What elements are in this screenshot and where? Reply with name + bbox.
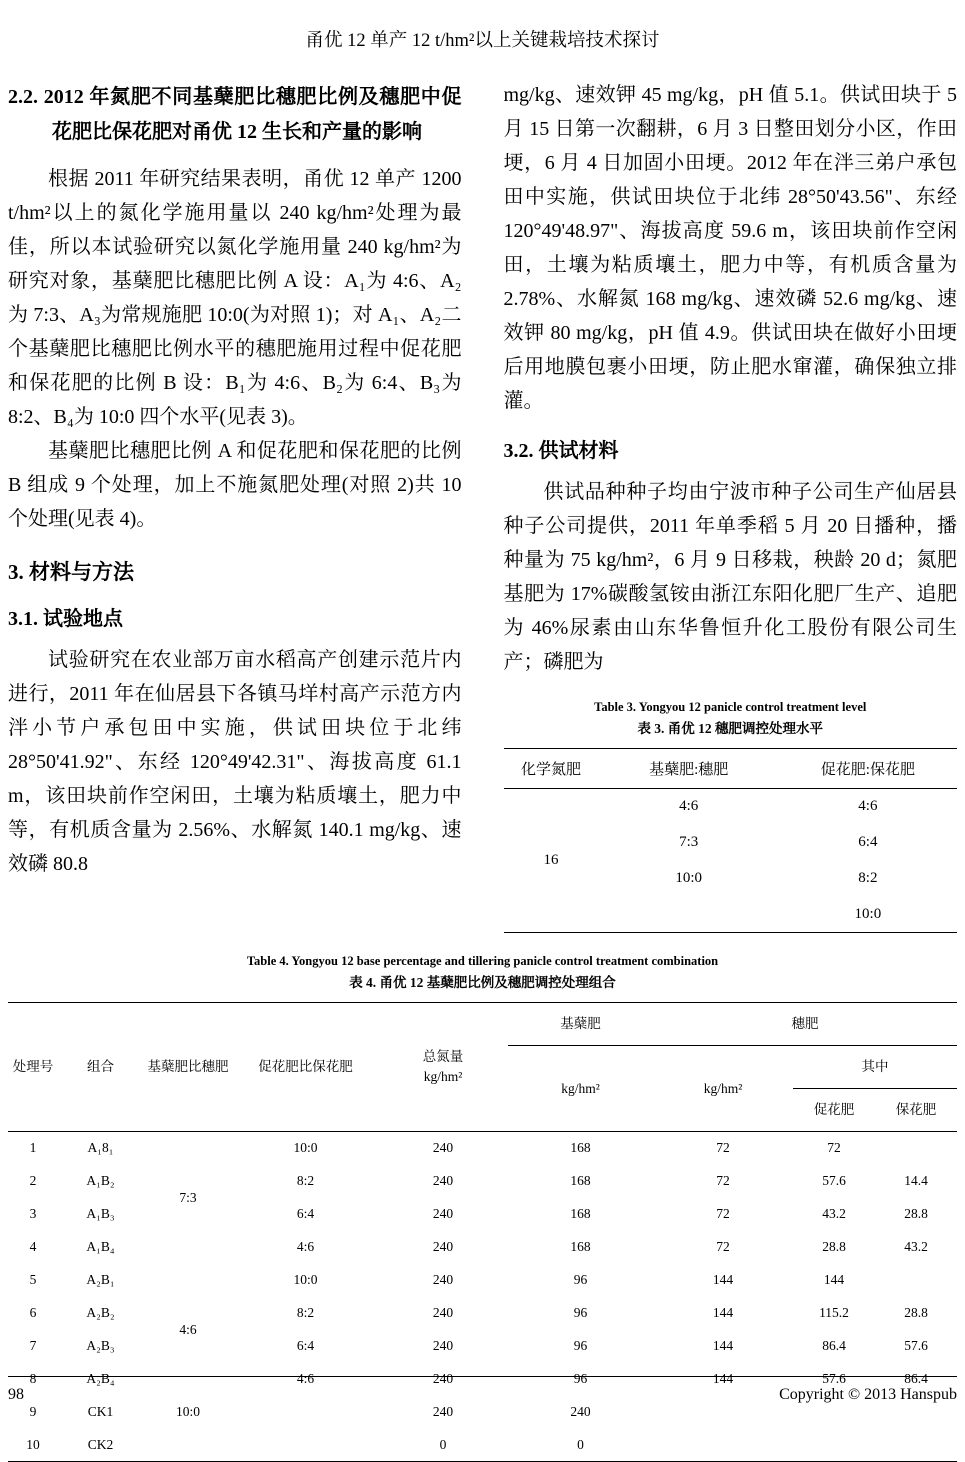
table4-caption (8, 951, 957, 994)
col-header-treatment-no: 处理号 (8, 1003, 58, 1132)
table3-caption (504, 697, 958, 740)
cell-baohua-amount: 28.8 (904, 1206, 928, 1221)
cell-baohua-amount: 28.8 (904, 1305, 928, 1320)
cell-base-amount: 168 (570, 1239, 591, 1254)
cell-panicle-amount: 72 (716, 1239, 730, 1254)
cell-ratio-cuhua-baohua: 4:6 (296, 1371, 315, 1386)
paragraph-3-2: 供试品种种子均由宁波市种子公司生产仙居县种子公司提供，2011 年单季稻 5 月 20 日播种，播种量为 75 kg/hm²，6 月 9 日移栽，秧龄 20 d；氮肥基肥为 17%碳酸氢铵由浙江东阳化肥厂生产、追肥为 46%尿素由山东华鲁恒升化工股份有限公司生产；磷肥为 (503, 481, 957, 673)
cell-ratio-cuhua-baohua: 10:0 (293, 1272, 318, 1287)
cell-treatment-no: 7 (29, 1338, 37, 1353)
cell-cuhua-baohua: 10:0 (779, 897, 957, 933)
cell-cuhua-baohua: 8:2 (858, 870, 878, 886)
col-header-baohua: 保花肥 (875, 1089, 957, 1132)
cell-cuhua-amount: 115.2 (819, 1305, 849, 1320)
cell-base-amount: 168 (570, 1173, 591, 1188)
cell-base-panicle: 7:3 (679, 834, 699, 850)
group-header-panicle-fertilizer: 穗肥 (653, 1003, 957, 1046)
cell-total-n: 240 (432, 1371, 454, 1386)
cell-total-n: 240 (432, 1239, 454, 1254)
section-2-2-heading: 2.2. 2012 年氮肥不同基蘖肥比穗肥比例及穗肥中促花肥比保花肥对甬优 12 生长和产量的影响 (8, 86, 462, 143)
cell-treatment-no: 10 (8, 1429, 58, 1462)
col-header-panicle-unit: kg/hm² (653, 1046, 793, 1132)
cell-baohua-amount (875, 1429, 957, 1462)
col-header-base-unit: kg/hm² (508, 1046, 653, 1132)
running-title: 甬优 12 单产 12 t/hm²以上关键栽培技术探讨 (305, 31, 660, 51)
cell-ratio-base-panicle: 10:0 (175, 1404, 200, 1419)
cell-treatment-no: 6 (29, 1305, 37, 1320)
table-row (504, 789, 958, 825)
cell-cuhua-baohua: 6:4 (858, 834, 878, 850)
cell-base-amount: 168 (570, 1140, 591, 1156)
cell-treatment-no: 2 (29, 1173, 37, 1188)
cell-panicle-amount: 144 (712, 1338, 734, 1353)
cell-ratio-cuhua-baohua: 8:2 (296, 1305, 315, 1320)
cell-base-amount: 0 (508, 1429, 653, 1462)
cell-base-amount: 168 (570, 1206, 591, 1221)
cell-treatment-no: 5 (29, 1272, 37, 1287)
cell-cuhua-amount (793, 1429, 875, 1462)
col-header-combination: 组合 (58, 1003, 143, 1132)
col-header-ratio-base-panicle: 基蘖肥比穗肥 (143, 1003, 233, 1132)
cell-panicle-amount: 72 (716, 1206, 730, 1221)
left-column (8, 78, 462, 881)
table-row (8, 1429, 957, 1462)
cell-cuhua-amount: 144 (823, 1272, 845, 1287)
cell-cuhua-amount: 43.2 (822, 1206, 846, 1221)
table-header-row (504, 749, 958, 789)
cell-panicle-amount: 144 (712, 1272, 734, 1287)
cell-baohua-amount: 86.4 (904, 1371, 928, 1386)
table4-caption-zh: 表 4. 甬优 12 基蘖肥比例及穗肥调控处理组合 (349, 975, 616, 990)
cell-baohua-amount: 43.2 (904, 1239, 928, 1254)
cell-combination: A₂B₄ (86, 1371, 115, 1386)
cell-combination: A₂B₁ (86, 1272, 115, 1287)
cell-treatment-no: 4 (29, 1239, 37, 1254)
cell-nitrogen-value: 16 (504, 789, 599, 933)
right-column (504, 78, 958, 933)
cell-base-amount: 96 (573, 1272, 588, 1287)
cell-cuhua-amount: 72 (827, 1140, 841, 1156)
cell-cuhua-baohua: 4:6 (858, 798, 878, 815)
cell-ratio-cuhua-baohua: 8:2 (296, 1173, 315, 1188)
col-header-cuhua-baohua-ratio: 促花肥:保花肥 (779, 749, 957, 789)
page-footer (8, 1376, 957, 1404)
cell-total-n: 240 (432, 1272, 454, 1287)
paragraph-2-2-b: 基蘖肥比穗肥比例 A 和促花肥和保花肥的比例 B 组成 9 个处理，加上不施氮肥处理(对照 2)共 10 个处理(见表 4)。 (8, 440, 462, 530)
two-column-body (8, 78, 957, 933)
cell-base-amount: 96 (573, 1305, 588, 1320)
cell-ratio-cuhua-baohua: 4:6 (296, 1239, 315, 1254)
col-header-base-panicle-ratio: 基蘖肥:穗肥 (599, 749, 779, 789)
col-header-chemical-nitrogen: 化学氮肥 (504, 749, 599, 789)
cell-cuhua-amount: 86.4 (822, 1338, 846, 1353)
cell-total-n: 240 (432, 1206, 454, 1221)
paragraph-2-2-a: 根据 2011 年研究结果表明，甬优 12 单产 1200 t/hm²以上的氮化学施用量以 240 kg/hm²处理为最佳，所以本试验研究以氮化学施用量 240 kg/hm²为研究对象，基蘖肥比穗肥比例 A 设：A₁为 4:6、A₂为 7:3、A₃为常规施肥 10:0(为对照 1)；对 A₁、A₂二个基蘖肥比穗肥比例水平的穗肥施用过程中促花肥和保花肥的比例 B 设：B₁为 4:6、B₂为 6:4、B₃为 8:2、B₄为 10:0 四个水平(见表 3)。 (8, 168, 462, 428)
paragraph-3-1-continued: mg/kg、速效钾 45 mg/kg，pH 值 5.1。供试田块于 5 月 15 日第一次翻耕，6 月 3 日整田划分小区，作田埂，6 月 4 日加固小田埂。2012 年在泮三弟户承包田中实施，供试田块位于北纬 28°50'43.56"、东经 120°49'48.97"、海拔高度 59.6 m，该田块前作空闲田，土壤为粘质壤土，肥力中等，有机质含量为 2.78%、水解氮 168 mg/kg、速效磷 52.6 mg/kg、速效钾 80 mg/kg，pH 值 4.9。供试田块在做好小田埂后用地膜包裹小田埂，防止肥水窜灌，确保独立排灌。 (503, 84, 957, 412)
cell-panicle-amount (653, 1429, 793, 1462)
cell-panicle-amount: 72 (716, 1173, 730, 1188)
cell-combination: A₂B₂ (86, 1305, 115, 1320)
col-header-total-nitrogen (378, 1003, 508, 1132)
cell-baohua-amount (875, 1132, 957, 1165)
cell-base-amount: 240 (570, 1404, 591, 1419)
paragraph-3-1: 试验研究在农业部万亩水稻高产创建示范片内进行，2011 年在仙居县下各镇马垟村高产示范方内泮小节户承包田中实施，供试田块位于北纬 28°50'41.92"、东经 120°49'42.31"、海拔高度 61.1 m，该田块前作空闲田，土壤为粘质壤土，肥力中等，有机质含量为 2.56%、水解氮 140.1 mg/kg、速效磷 80.8 (8, 649, 462, 875)
cell-treatment-no: 9 (29, 1404, 37, 1419)
cell-cuhua-amount: 28.8 (822, 1239, 846, 1254)
cell-combination: CK2 (58, 1429, 143, 1462)
page-number: 98 (8, 1386, 24, 1403)
section-3-2-heading: 3.2. 供试材料 (503, 440, 619, 462)
group-header-base-fertilizer: 基蘖肥 (508, 1003, 653, 1046)
table-3-panicle-treatment (504, 748, 958, 933)
cell-panicle-amount: 72 (716, 1140, 730, 1156)
cell-baohua-amount: 14.4 (904, 1173, 928, 1188)
cell-ratio-base-panicle: 7:3 (179, 1189, 197, 1205)
section-3-1-heading: 3.1. 试验地点 (8, 608, 123, 630)
cell-base-amount: 96 (573, 1371, 588, 1386)
cell-baohua-amount (875, 1264, 957, 1297)
col-header-ratio-cuhua-baohua: 促花肥比保花肥 (233, 1003, 378, 1132)
copyright-notice: Copyright © 2013 Hanspub (779, 1386, 957, 1403)
cell-ratio-base-panicle: 4:6 (179, 1321, 197, 1337)
cell-treatment-no: 3 (29, 1206, 37, 1221)
cell-ratio-cuhua-baohua: 10:0 (293, 1140, 318, 1156)
cell-total-n: 240 (432, 1338, 454, 1353)
cell-ratio-base-panicle (143, 1429, 233, 1462)
col-header-cuhua: 促花肥 (793, 1089, 875, 1132)
cell-treatment-no: 8 (29, 1371, 37, 1386)
section-3-heading: 3. 材料与方法 (8, 560, 134, 584)
table-header-row (8, 1003, 957, 1046)
cell-base-panicle: 10:0 (675, 870, 703, 886)
cell-total-n: 0 (378, 1429, 508, 1462)
cell-combination: A₁B₂ (86, 1173, 115, 1188)
cell-total-n: 240 (432, 1140, 454, 1156)
cell-total-n: 240 (432, 1305, 454, 1320)
cell-cuhua-amount: 57.6 (822, 1173, 846, 1188)
cell-combination: A₁8₁ (87, 1140, 114, 1156)
table4-caption-en: Table 4. Yongyou 12 base percentage and tillering panicle control treatment combination (246, 954, 719, 968)
cell-panicle-amount: 144 (712, 1305, 734, 1320)
page-header (8, 26, 957, 52)
table-row (8, 1264, 957, 1297)
cell-total-n: 240 (432, 1173, 454, 1188)
cell-baohua-amount: 57.6 (904, 1338, 928, 1353)
group-header-among: 其中 (793, 1046, 957, 1089)
cell-base-amount: 96 (573, 1338, 588, 1353)
cell-total-n: 240 (432, 1404, 454, 1419)
cell-combination: A₂B₃ (86, 1338, 115, 1353)
total-nitrogen-label: 总氮量 (422, 1049, 464, 1064)
table3-caption-zh: 表 3. 甬优 12 穗肥调控处理水平 (637, 721, 824, 736)
table3-caption-en: Table 3. Yongyou 12 panicle control treatment level (594, 700, 867, 714)
cell-cuhua-amount: 57.6 (822, 1371, 846, 1386)
total-nitrogen-unit: kg/hm² (423, 1069, 463, 1084)
cell-combination: A₁B₄ (86, 1239, 115, 1254)
cell-ratio-cuhua-baohua: 6:4 (296, 1206, 315, 1221)
table-row (8, 1132, 957, 1165)
cell-ratio-cuhua-baohua: 6:4 (296, 1338, 315, 1353)
cell-panicle-amount: 144 (712, 1371, 734, 1386)
cell-combination: CK1 (87, 1404, 114, 1419)
cell-treatment-no: 1 (29, 1140, 37, 1156)
cell-base-panicle (599, 897, 779, 933)
cell-combination: A₁B₃ (86, 1206, 115, 1221)
cell-base-panicle: 4:6 (679, 798, 699, 815)
cell-ratio-cuhua-baohua (233, 1429, 378, 1462)
